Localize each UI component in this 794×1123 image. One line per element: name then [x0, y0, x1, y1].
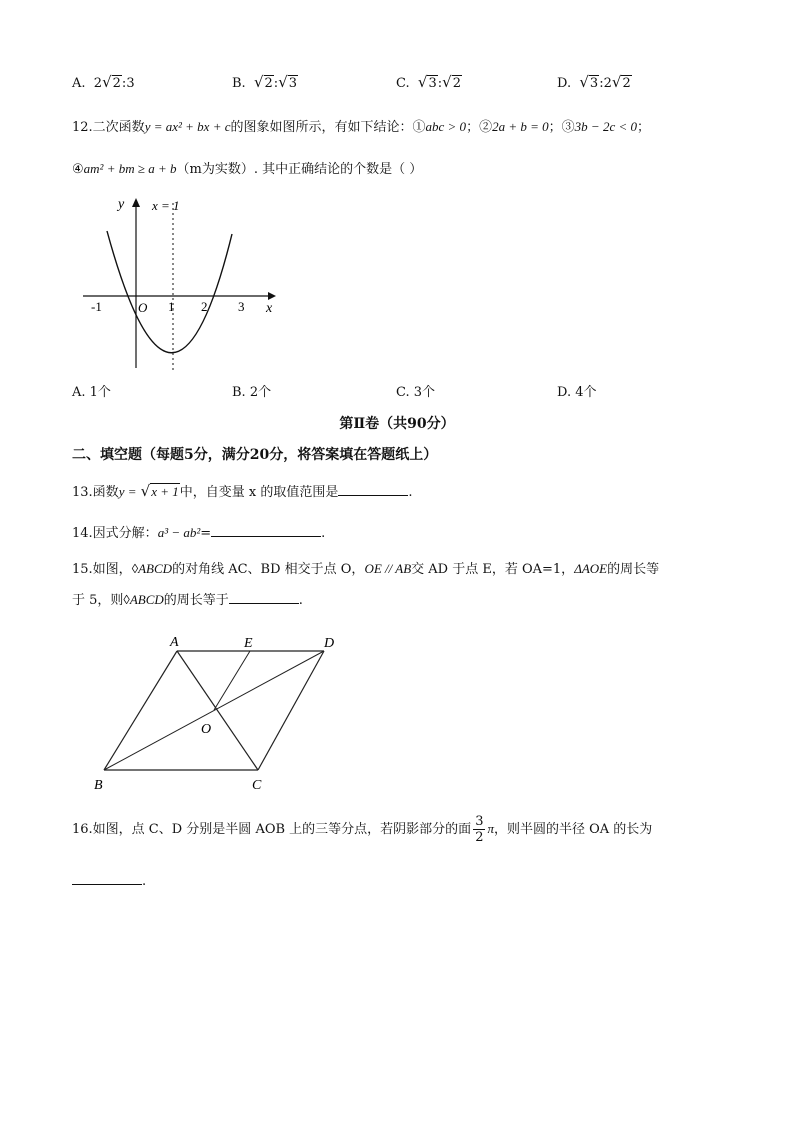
y-axis-label: y: [118, 197, 125, 212]
q13: 13.函数y = √x + 1中，自变量 x 的取值范围是 .: [72, 482, 413, 500]
symmetry-axis-label: x = 1: [152, 198, 180, 213]
q11-option-c: C. √3:√2: [396, 73, 461, 91]
q14-answer-blank[interactable]: [211, 524, 321, 537]
q15-line1: 15.如图，◊ABCD的对角线 AC、BD 相交于点 O，OE // AB交 AD 于点 E，若 OA=1，ΔAOE的周长等: [72, 561, 660, 577]
section2-title: 第Ⅱ卷（共90分）: [339, 416, 455, 432]
origin-label: O: [138, 300, 148, 315]
q16-line1: 16.如图，点 C、D 分别是半圆 AOB 上的三等分点，若阴影部分的面 $\frac{3}{2}$ π，则半圆的半径 OA 的长为: [72, 814, 653, 845]
x-axis-label: x: [266, 301, 273, 316]
vertex-a-label: A: [170, 635, 179, 650]
q16-fraction: $\frac{3}{2}$: [475, 814, 484, 845]
tick-label-3: 3: [238, 299, 245, 314]
q12-option-c: C. 3个: [396, 385, 436, 400]
vertex-b-label: B: [94, 778, 103, 793]
diagonal-ac: [177, 651, 258, 770]
q15-line2: 于 5，则◊ABCD的周长等于 .: [72, 592, 303, 608]
point-e-label: E: [244, 636, 253, 651]
q12-option-d: D. 4个: [557, 385, 597, 400]
q12-option-a: A. 1个: [72, 385, 111, 400]
vertex-d-label: D: [324, 636, 335, 651]
tick-label-1: 1: [168, 299, 175, 314]
q15-parallelogram-figure: [86, 630, 356, 800]
x-axis-arrow-icon: [268, 292, 276, 300]
q12-parabola-graph: [78, 193, 283, 373]
tick-label-2: 2: [201, 299, 208, 314]
point-o-label: O: [201, 722, 212, 737]
q13-answer-blank[interactable]: [338, 483, 408, 496]
tick-label-neg1: -1: [91, 299, 102, 314]
side-ab: [104, 651, 177, 770]
q14: 14.因式分解：a³ − ab²= .: [72, 525, 326, 541]
vertex-c-label: C: [252, 778, 262, 793]
q16-answer-blank[interactable]: [72, 872, 142, 885]
q12-stem-line1: 12.二次函数y = ax² + bx + c的图象如图所示，有如下结论：①abc > 0；②2a + b = 0；③3b − 2c < 0；: [72, 119, 651, 135]
q12-option-b: B. 2个: [232, 385, 272, 400]
q11-option-b: B. √2:√3: [232, 73, 298, 91]
q15-answer-blank[interactable]: [229, 591, 299, 604]
y-axis-arrow-icon: [132, 198, 140, 207]
q12-stem-line2: ④am² + bm ≥ a + b（m为实数）. 其中正确结论的个数是（ ）: [72, 161, 423, 177]
q16-line2: .: [72, 872, 146, 889]
q11-option-a: A. 2√2:3: [72, 73, 135, 91]
section2-heading: 二、填空题（每题5分，满分20分，将答案填在答题纸上）: [72, 447, 438, 463]
q11-option-d: D. √3:2√2: [557, 73, 631, 91]
parabola-curve: [107, 231, 232, 353]
